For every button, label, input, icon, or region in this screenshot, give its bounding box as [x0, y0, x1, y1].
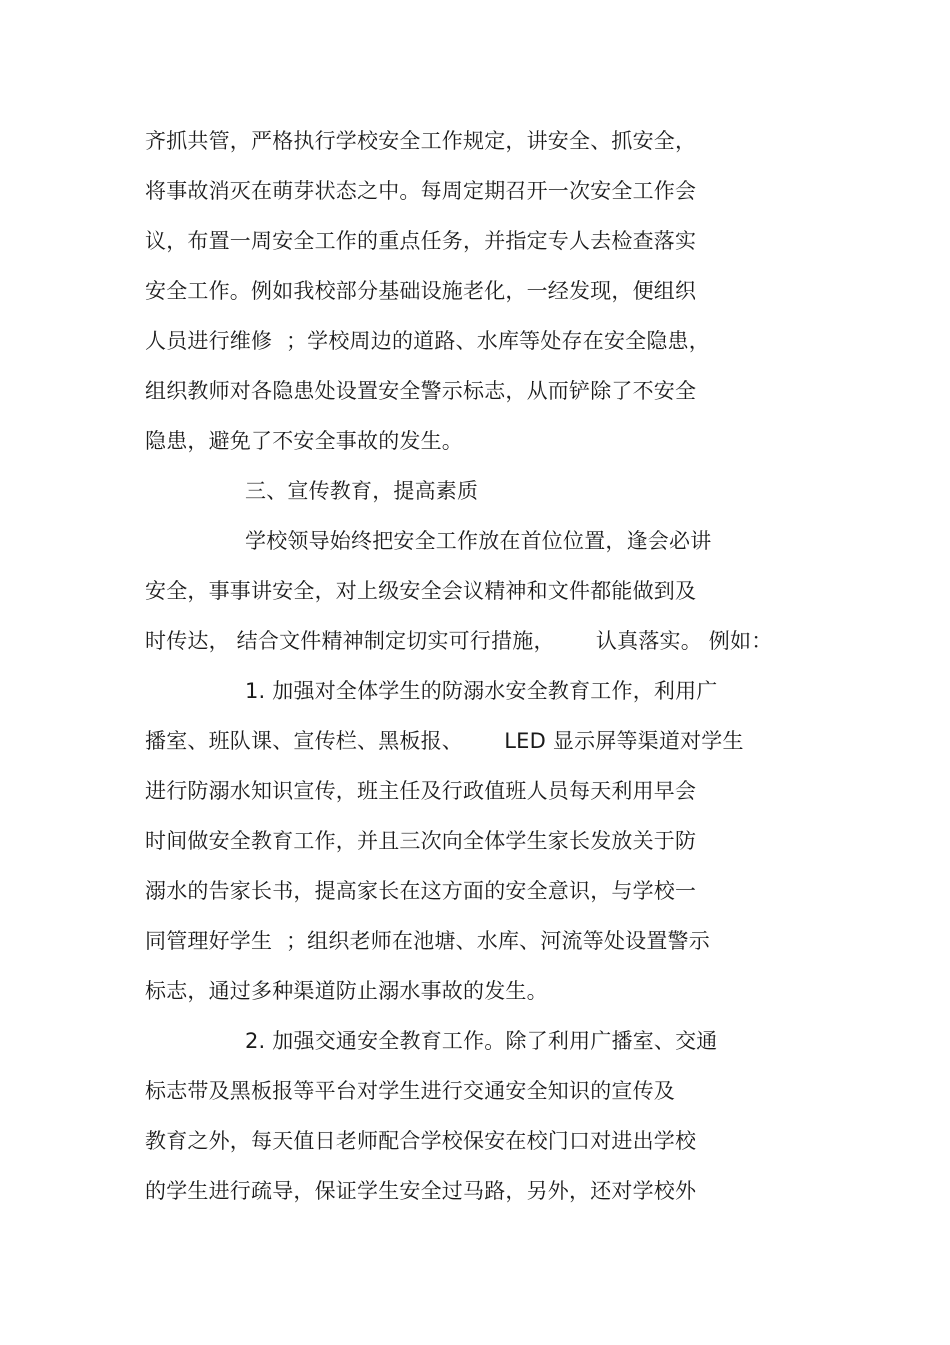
paragraph-line: 隐患，避免了不安全事故的发生。	[145, 429, 463, 453]
paragraph-line: 播室、班队课、宣传栏、黑板报、 LED 显示屏等渠道对学生	[145, 729, 744, 753]
paragraph-line: 将事故消灭在萌芽状态之中。每周定期召开一次安全工作会	[145, 179, 697, 203]
paragraph-line: 标志带及黑板报等平台对学生进行交通安全知识的宣传及	[145, 1079, 675, 1103]
paragraph-line: 安全工作。例如我校部分基础设施老化，一经发现，便组织	[145, 279, 697, 303]
paragraph-line: 时传达， 结合文件精神制定切实可行措施， 认真落实。 例如：	[145, 629, 773, 653]
paragraph-line: 教育之外，每天值日老师配合学校保安在校门口对进出学校	[145, 1129, 697, 1153]
paragraph-line: 人员进行维修 ；学校周边的道路、水库等处存在安全隐患，	[145, 329, 710, 353]
paragraph-line: 溺水的告家长书，提高家长在这方面的安全意识，与学校一	[145, 879, 697, 903]
paragraph-line: 标志，通过多种渠道防止溺水事故的发生。	[145, 979, 548, 1003]
paragraph-line: 同管理好学生 ；组织老师在池塘、水库、河流等处设置警示	[145, 929, 710, 953]
paragraph-line: 齐抓共管，严格执行学校安全工作规定，讲安全、抓安全，	[145, 129, 697, 153]
section-heading: 三、宣传教育，提高素质	[245, 479, 479, 503]
paragraph-line: 议，布置一周安全工作的重点任务，并指定专人去检查落实	[145, 229, 697, 253]
paragraph-line: 学校领导始终把安全工作放在首位位置，逢会必讲	[245, 529, 712, 553]
list-item-line: 2. 加强交通安全教育工作。除了利用广播室、交通	[245, 1029, 718, 1053]
paragraph-line: 安全，事事讲安全，对上级安全会议精神和文件都能做到及	[145, 579, 697, 603]
paragraph-line: 的学生进行疏导，保证学生安全过马路，另外，还对学校外	[145, 1179, 697, 1203]
paragraph-line: 时间做安全教育工作，并且三次向全体学生家长发放关于防	[145, 829, 697, 853]
list-item-line: 1. 加强对全体学生的防溺水安全教育工作，利用广	[245, 679, 718, 703]
paragraph-line: 进行防溺水知识宣传，班主任及行政值班人员每天利用早会	[145, 779, 697, 803]
paragraph-line: 组织教师对各隐患处设置安全警示标志，从而铲除了不安全	[145, 379, 697, 403]
